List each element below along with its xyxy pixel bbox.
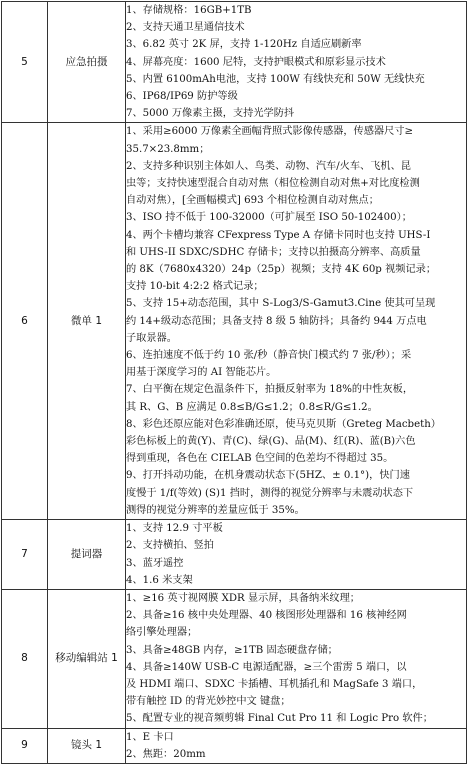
row-number: 9	[2, 728, 48, 763]
spec-line: 2、支持多种识别主体如人、鸟类、动物、汽车/火车、飞机、昆	[126, 160, 411, 172]
spec-line: 4、屏幕亮度：1600 尼特，支持护眼模式和原彩显示技术	[126, 56, 386, 68]
spec-line: 虫等；支持快速型混合自动对焦（相位检测自动对焦+对比度检测	[126, 178, 420, 190]
row-number: 8	[2, 589, 48, 728]
spec-line: 测得的视觉分辨率的差量应低于 35%。	[126, 504, 305, 516]
specification-table	[1, 1, 467, 764]
spec-line: 支持 10-bit 4:2:2 格式记录；	[126, 281, 264, 293]
item-spec	[126, 123, 467, 520]
row-number: 5	[2, 2, 48, 123]
item-spec	[126, 520, 467, 590]
spec-line: 度慢于 1/f(等效) (S)1 挡时，测得的视觉分辨率与未震动状态下	[126, 487, 414, 499]
item-name: 提词器	[48, 520, 126, 590]
row-number: 7	[2, 520, 48, 590]
spec-line: 8、彩色还原应能对色彩准确还原，使马克贝斯（Greteg Macbeth）	[126, 418, 441, 430]
spec-line: 2、具备≥16 核中央处理器、40 核图形处理器和 16 核神经网	[126, 610, 407, 622]
spec-line: 的 8K（7680x4320）24p（25p）视频；支持 4K 60p 视频记录；	[126, 264, 437, 276]
spec-line: 2、焦距：20mm	[126, 748, 206, 760]
table-row	[2, 123, 467, 520]
spec-line: 3、ISO 持不低于 100-32000（可扩展至 ISO 50-102400）；	[126, 212, 412, 224]
spec-line: 用基于深度学习的 AI 智能芯片。	[126, 367, 277, 379]
spec-line: 3、6.82 英寸 2K 屏，支持 1-120Hz 自适应刷新率	[126, 39, 362, 51]
table-row	[2, 728, 467, 763]
spec-line: 得到重现，各色在 CIELAB 色空间的色差均不得超过 35。	[126, 453, 394, 465]
spec-line: 4、1.6 米支架	[126, 574, 193, 586]
spec-line: 带有触控 ID 的背光妙控中文 键盘；	[126, 696, 291, 708]
spec-line: 子取景器。	[126, 332, 177, 344]
spec-line: 3、具备≥48GB 内存，≥1TB 固态硬盘存储；	[126, 644, 338, 656]
spec-line: 1、支持 12.9 寸平板	[126, 523, 223, 535]
item-spec	[126, 728, 467, 763]
spec-line: 和 UHS-II SDXC/SDHC 存储卡；支持以拍摄高分辨率、高质量	[126, 246, 421, 258]
item-spec	[126, 2, 467, 123]
spec-line: 5、配置专业的视音频剪辑 Final Cut Pro 11 和 Logic Pro 软件；	[126, 713, 433, 725]
spec-line: 2、支持天通卫星通信技术	[126, 22, 245, 34]
table-row	[2, 520, 467, 590]
spec-line: 5、内置 6100mAh电池，支持 100W 有线快充和 50W 无线快充	[126, 73, 425, 85]
spec-line: 1、存储规格：16GB+1TB	[126, 5, 252, 16]
item-name: 移动编辑站 1	[48, 589, 126, 728]
spec-line: 2、支持横拍、竖拍	[126, 540, 214, 552]
spec-line: 其 R、G、B 应满足 0.8≤B/G≤1.2；0.8≤R/G≤1.2。	[126, 401, 378, 413]
spec-table-page	[1, 1, 466, 776]
row-number: 6	[2, 123, 48, 520]
item-spec	[126, 589, 467, 728]
spec-line: 约 14+级动态范围；具备支持 8 级 5 轴防抖；具备约 944 万点电	[126, 315, 427, 327]
spec-line: 4、两个卡槽均兼容 CFexpress Type A 存储卡同时也支持 UHS-I	[126, 229, 431, 241]
spec-line: 7、白平衡在规定色温条件下，拍摄反射率为 18%的中性灰板，	[126, 384, 414, 396]
table-row	[2, 2, 467, 123]
spec-line: 35.7×23.8mm；	[126, 143, 210, 155]
spec-line: 5、支持 15+动态范围，其中 S-Log3/S-Gamut3.Cine 使其可呈现	[126, 298, 436, 310]
item-name: 微单 1	[48, 123, 126, 520]
spec-line: 4、具备≥140W USB-C 电源适配器，≥三个雷雳 5 端口，以	[126, 661, 407, 673]
spec-line: 及 HDMI 端口、SDXC 卡插槽、耳机插孔和 MagSafe 3 端口，	[126, 678, 423, 690]
spec-line: 1、≥16 英寸视网膜 XDR 显示屏，具备纳米纹理；	[126, 592, 360, 604]
spec-line: 6、连拍速度不低于约 10 张/秒（静音快门模式约 7 张/秒）；采	[126, 350, 412, 362]
item-name: 应急拍摄	[48, 2, 126, 123]
spec-line: 7、5000 万像素主摄，支持光学防抖	[126, 108, 295, 120]
spec-line: 1、E 卡口	[126, 731, 174, 743]
spec-line: 彩色标板上的黄(Y)、青(C)、绿(G)、品(M)、红(R)、蓝(B)六色	[126, 436, 416, 448]
item-name: 镜头 1	[48, 728, 126, 763]
table-row	[2, 589, 467, 728]
spec-line: 1、采用≥6000 万像素全画幅背照式影像传感器，传感器尺寸≥	[126, 126, 414, 138]
spec-line: 络引擎处理器；	[126, 627, 198, 639]
spec-line: 3、蓝牙遥控	[126, 557, 184, 569]
spec-line: 自动对焦），[全画幅模式] 693 个相位检测自动对焦点；	[126, 195, 379, 207]
spec-line: 9、打开抖动功能，在机身震动状态下(5HZ、± 0.1°)，快门速	[126, 470, 410, 482]
spec-line: 6、IP68/IP69 防护等级	[126, 91, 238, 103]
